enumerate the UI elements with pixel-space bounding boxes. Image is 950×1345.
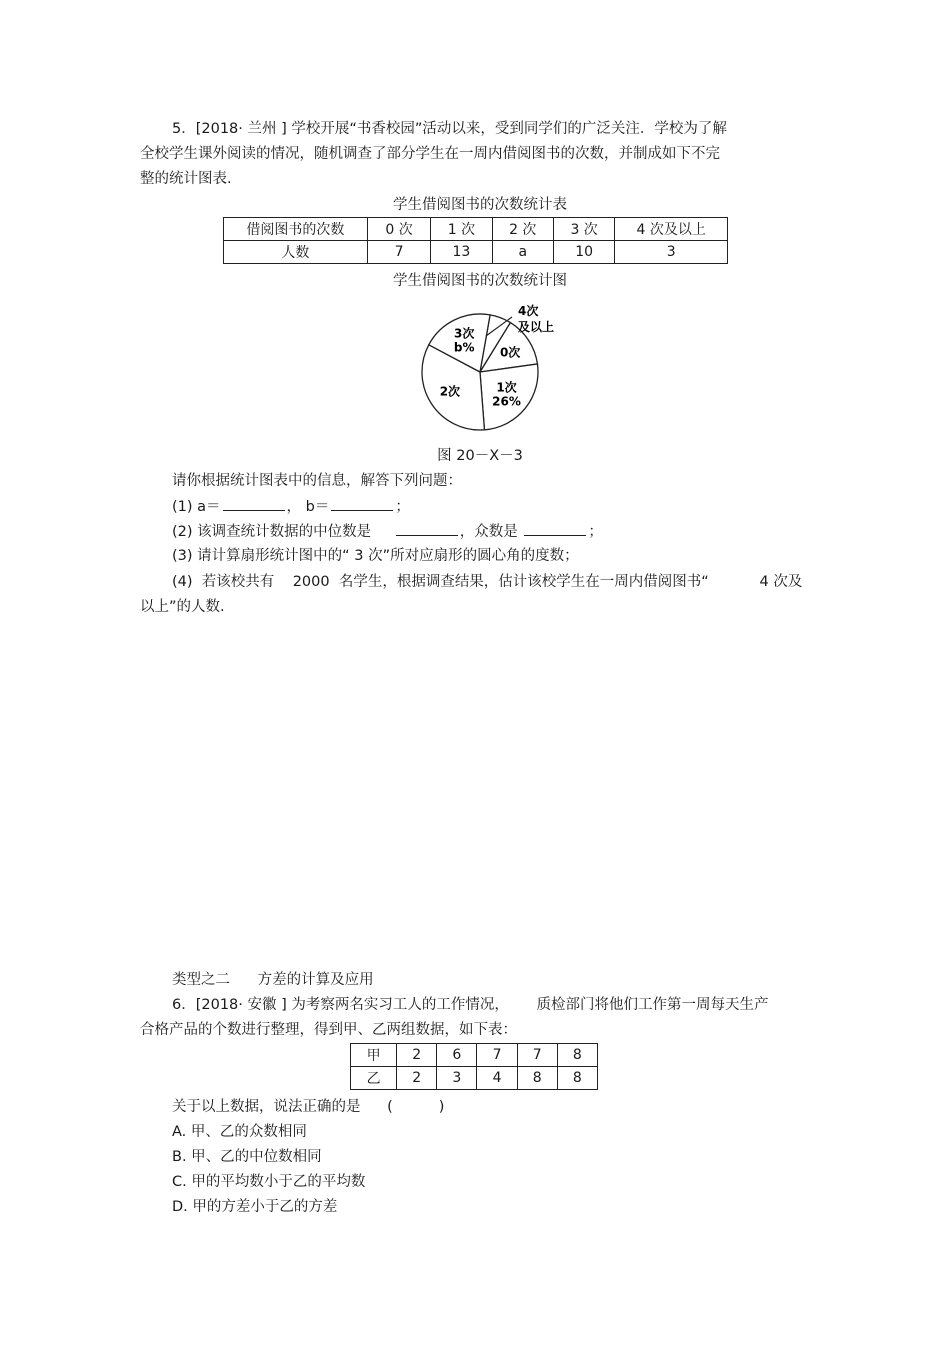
table-row [224,241,728,264]
q5-sub-3: (3) 请计算扇形统计图中的“ 3 次”所对应扇形的圆心角的度数； [172,548,579,564]
sub2-prefix: (2) 该调查统计数据的中位数是 [172,524,372,540]
table-cell: 10 [553,241,614,264]
option-c[interactable]: C. 甲的平均数小于乙的平均数 [172,1174,366,1190]
table-cell: 7 [517,1044,557,1067]
section-heading: 类型之二 方差的计算及应用 [172,972,374,988]
table-cell: 7 [477,1044,517,1067]
q6-line-2: 合格产品的个数进行整理，得到甲、乙两组数据，如下表： [140,1022,517,1038]
q5-line-2: 全校学生课外阅读的情况，随机调查了部分学生在一周内借阅图书的次数，并制成如下不完 [140,146,720,162]
option-d[interactable]: D. 甲的方差小于乙的方差 [172,1199,338,1215]
option-a[interactable]: A. 甲、乙的众数相同 [172,1124,307,1140]
blank-a[interactable] [223,496,285,511]
q6-question-text: 关于以上数据，说法正确的是 [172,1099,361,1115]
q5-sub-4-line-2: 以上”的人数. [140,599,225,615]
table-row [351,1067,598,1090]
slice-label: 3次 [454,326,475,341]
table-row [224,218,728,241]
slice-label: 2次 [439,384,461,399]
sub1-prefix: (1) a＝ [172,499,221,515]
callout-label-line2: 及以上 [518,320,555,334]
paren-close: ) [438,1099,445,1115]
table-cell: 3 [615,241,728,264]
table-row [351,1044,598,1067]
slice-percent-label: b% [453,340,475,355]
table-cell: 借阅图书的次数 [224,218,368,241]
q5-sub-4-line-1: (4) 若该校共有 2000 名学生，根据调查结果，估计该校学生在一周内借阅图书“ 4 次及 [172,574,803,590]
slice-percent-label: 26% [492,394,521,409]
table-cell: 8 [517,1067,557,1090]
q5-sub-1 [172,496,410,517]
q6-question [172,1097,444,1117]
table-cell: 3 [437,1067,477,1090]
q5-chart-title: 学生借阅图书的次数统计图 [393,273,567,289]
table-cell: 3 次 [553,218,614,241]
callout-label-line1: 4次 [518,304,539,318]
table-cell: 8 [557,1067,597,1090]
table-cell: a [492,241,553,264]
table-cell: 2 [397,1067,437,1090]
q5-line-3: 整的统计图表. [140,171,232,187]
option-b[interactable]: B. 甲、乙的中位数相同 [172,1149,322,1165]
table-cell: 2 [397,1044,437,1067]
pie-chart [400,295,580,445]
table-cell: 4 次及以上 [615,218,728,241]
q5-table-title: 学生借阅图书的次数统计表 [393,197,567,213]
table-cell: 2 次 [492,218,553,241]
q5-stats-table [223,217,728,264]
table-cell: 6 [437,1044,477,1067]
table-cell: 7 [367,241,430,264]
slice-label: 1次 [496,380,517,395]
table-cell: 1 次 [431,218,492,241]
sub2-end: ； [588,524,603,540]
table-cell: 人数 [224,241,368,264]
table-cell: 8 [557,1044,597,1067]
q6-line-1: 6．[2018· 安徽 ] 为考察两名实习工人的工作情况， 质检部门将他们工作第一周每天生产 [172,997,769,1013]
q5-sub-2 [172,521,603,542]
blank-median[interactable] [396,521,458,536]
sub1-mid: ， b＝ [286,499,330,515]
paren-open: ( [387,1099,393,1115]
sub1-end: ； [395,499,410,515]
blank-mode[interactable] [524,521,586,536]
table-cell: 乙 [351,1067,397,1090]
q5-instruction: 请你根据统计图表中的信息，解答下列问题： [172,473,462,489]
table-cell: 甲 [351,1044,397,1067]
sub2-mid: ，众数是 [459,524,518,540]
q5-line-1: 5．[2018· 兰州 ] 学校开展“书香校园”活动以来，受到同学们的广泛关注．学校为了解 [172,121,727,137]
table-cell: 4 [477,1067,517,1090]
table-cell: 13 [431,241,492,264]
slice-label: 0次 [499,345,521,360]
q6-data-table [350,1043,598,1090]
blank-b[interactable] [331,496,393,511]
figure-caption: 图 20－X－3 [437,448,523,464]
table-cell: 0 次 [367,218,430,241]
